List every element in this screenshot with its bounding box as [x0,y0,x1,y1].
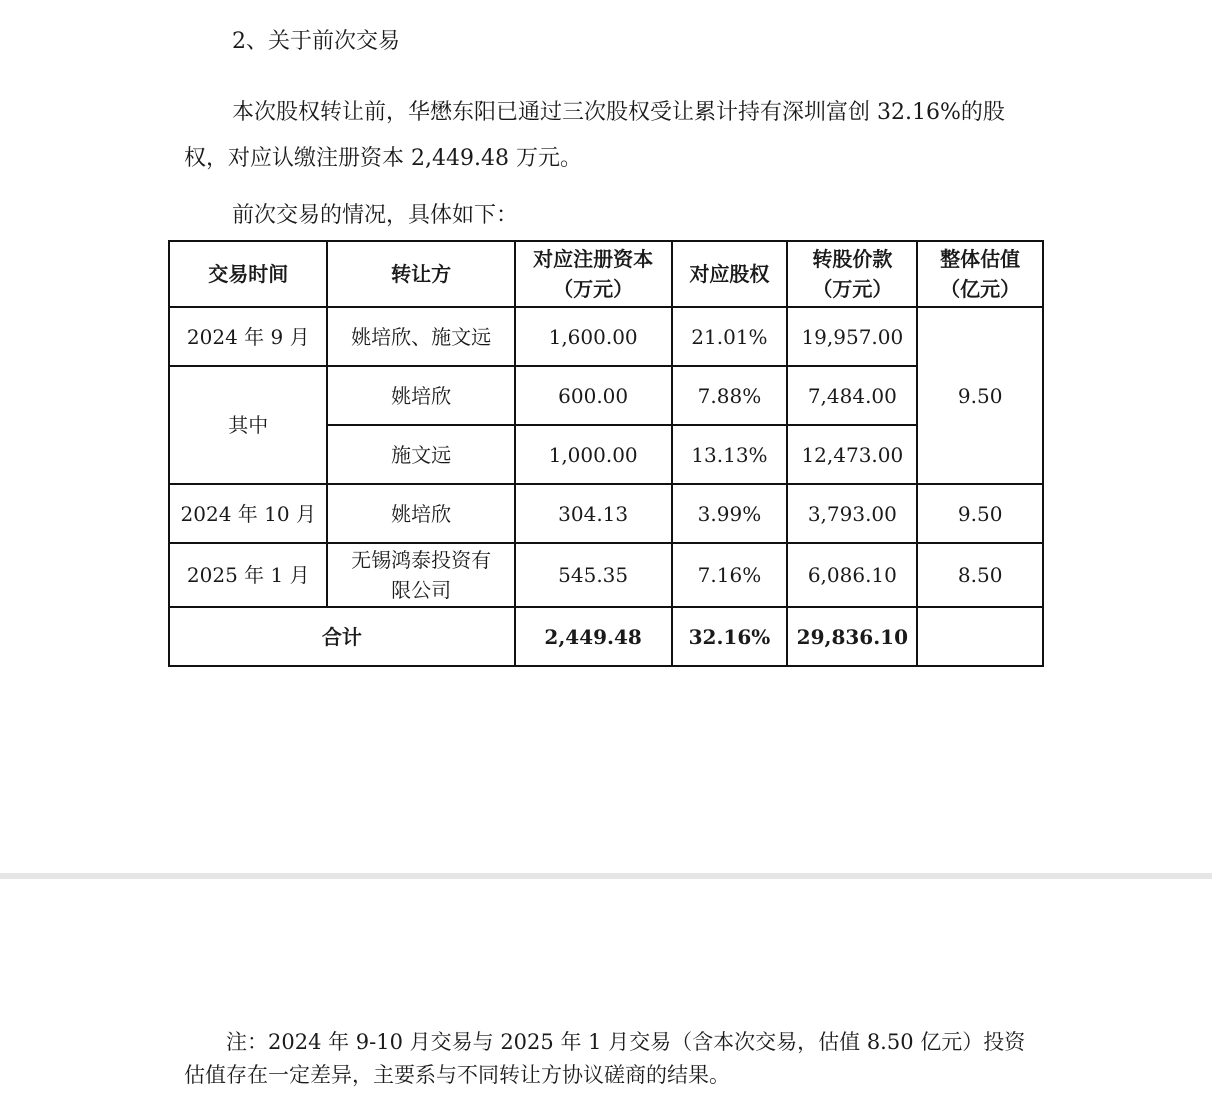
header-capital-line1: 对应注册资本 [533,247,654,271]
cell-time: 2025 年 1 月 [169,543,327,607]
section-title: 2、关于前次交易 [232,29,400,54]
previous-transactions-table [168,240,1044,667]
total-price: 29,836.10 [787,607,917,666]
table-total-row [169,607,1043,666]
cell-price: 12,473.00 [787,425,917,484]
cell-price: 6,086.10 [787,543,917,607]
table-row [169,484,1043,543]
cell-equity: 13.13% [672,425,788,484]
summary-paragraph: 本次股权转让前，华懋东阳已通过三次股权受让累计持有深圳富创 32.16%的股权，对应认缴注册资本 2,449.48 万元。 [184,100,1005,171]
header-capital [515,241,672,307]
cell-price: 3,793.00 [787,484,917,543]
cell-equity: 3.99% [672,484,788,543]
cell-capital: 1,600.00 [515,307,672,366]
header-time: 交易时间 [169,241,327,307]
cell-equity: 7.16% [672,543,788,607]
total-label: 合计 [169,607,515,666]
cell-equity: 7.88% [672,366,788,425]
cell-valuation: 8.50 [917,543,1043,607]
cell-transferor [327,543,514,607]
cell-price: 19,957.00 [787,307,917,366]
table-intro: 前次交易的情况，具体如下： [232,203,519,228]
cell-time-subgroup: 其中 [169,366,327,484]
cell-time: 2024 年 9 月 [169,307,327,366]
cell-capital: 600.00 [515,366,672,425]
cell-valuation: 9.50 [917,484,1043,543]
page-divider [0,873,1212,879]
header-price-line2: （万元） [812,277,893,301]
cell-capital: 304.13 [515,484,672,543]
header-price-line1: 转股价款 [812,247,893,271]
total-valuation-empty [917,607,1043,666]
cell-capital: 545.35 [515,543,672,607]
table-row [169,543,1043,607]
cell-capital: 1,000.00 [515,425,672,484]
cell-transferor: 姚培欣、施文远 [327,307,514,366]
total-capital: 2,449.48 [515,607,672,666]
header-valuation-line1: 整体估值 [940,247,1021,271]
cell-valuation-merged: 9.50 [917,307,1043,484]
cell-transferor: 施文远 [327,425,514,484]
header-equity: 对应股权 [672,241,788,307]
footnote: 注：2024 年 9-10 月交易与 2025 年 1 月交易（含本次交易，估值 8.50 亿元）投资估值存在一定差异，主要系与不同转让方协议磋商的结果。 [184,1030,1026,1087]
cell-transferor-line1: 无锡鸿泰投资有 [351,548,492,572]
table-row [169,366,1043,425]
cell-transferor-line2: 限公司 [391,578,452,602]
table-header-row [169,241,1043,307]
cell-transferor: 姚培欣 [327,484,514,543]
header-price [787,241,917,307]
header-valuation [917,241,1043,307]
header-transferor: 转让方 [327,241,514,307]
cell-price: 7,484.00 [787,366,917,425]
table-row [169,307,1043,366]
header-capital-line2: （万元） [553,277,634,301]
header-valuation-line2: （亿元） [940,277,1021,301]
cell-equity: 21.01% [672,307,788,366]
cell-transferor: 姚培欣 [327,366,514,425]
total-equity: 32.16% [672,607,788,666]
cell-time: 2024 年 10 月 [169,484,327,543]
